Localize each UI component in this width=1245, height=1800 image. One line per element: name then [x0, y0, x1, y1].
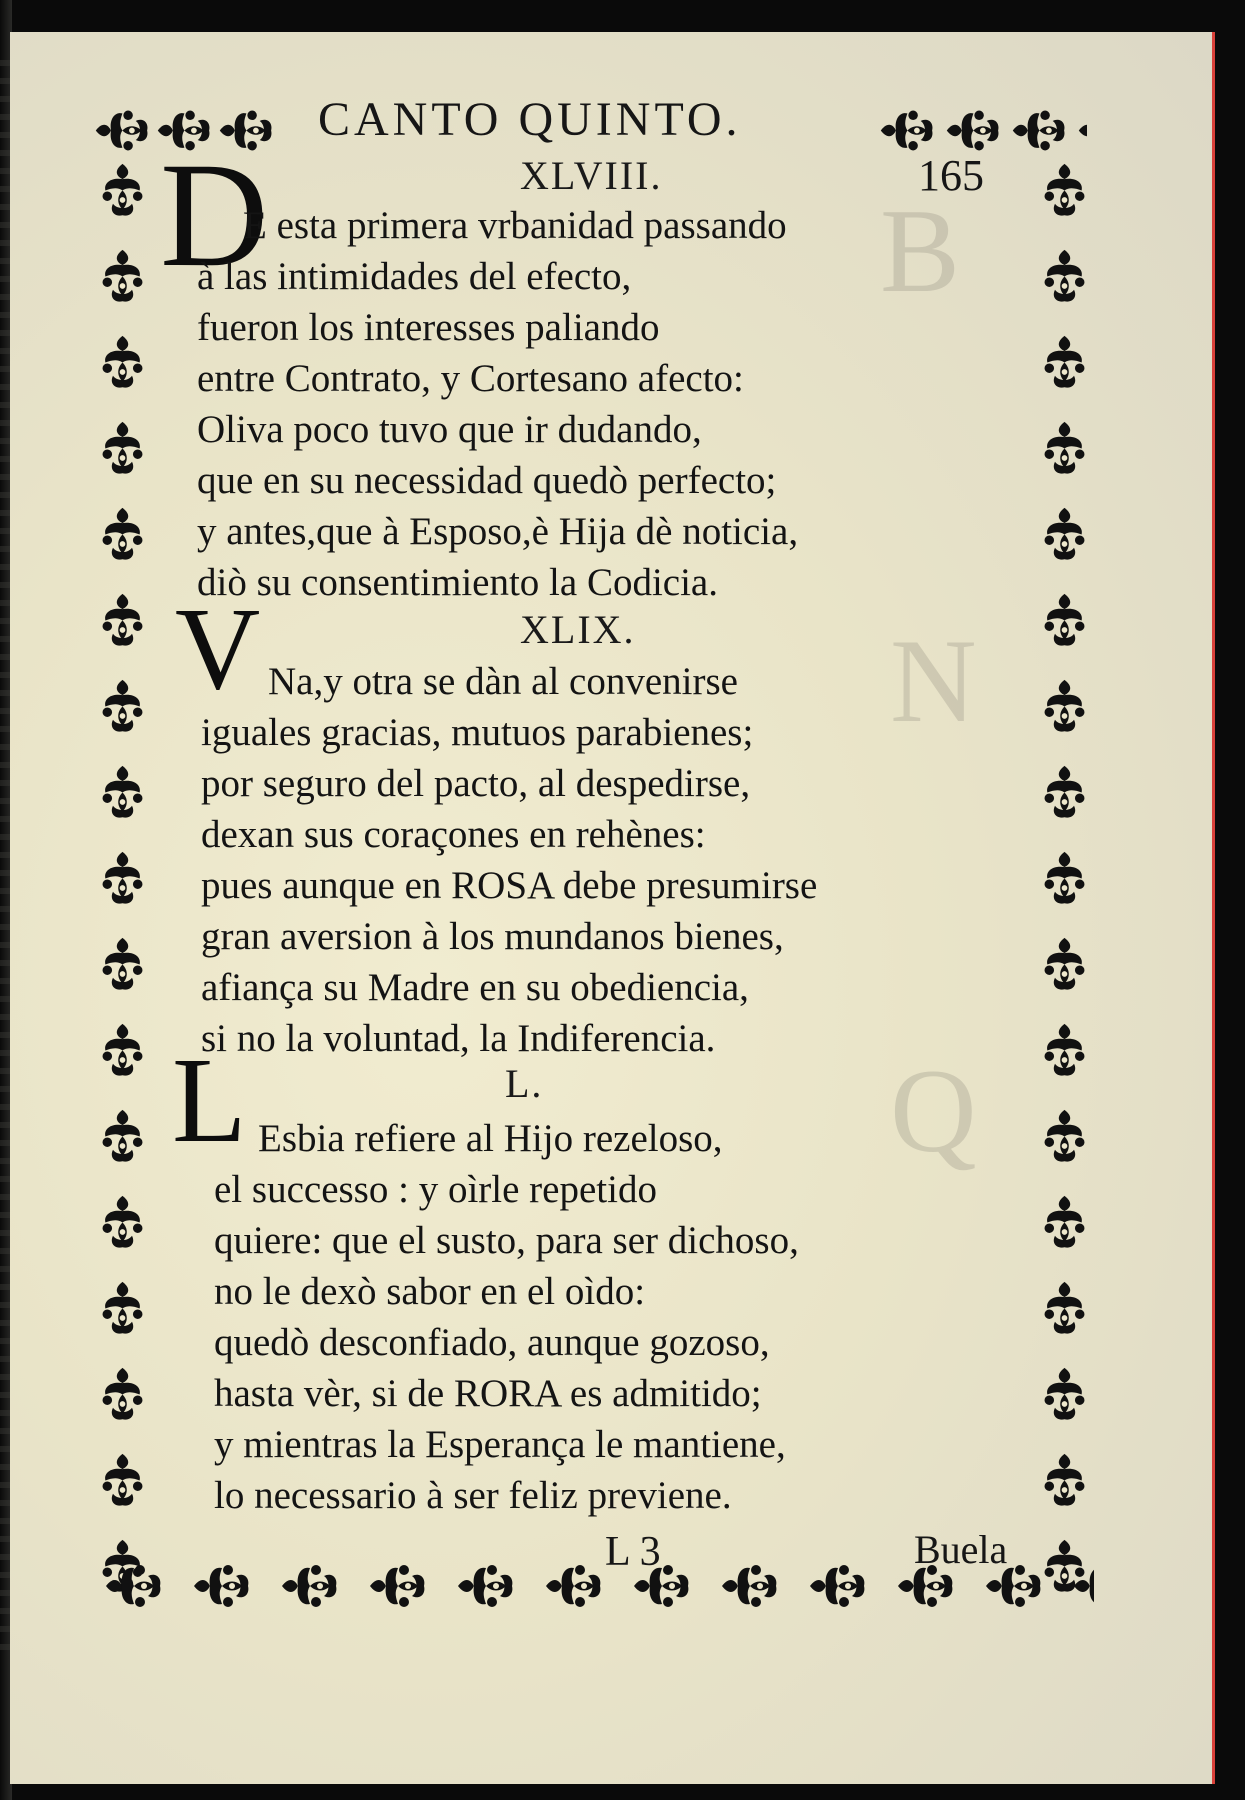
verse-line: y mientras la Esperança le mantiene,: [214, 1423, 786, 1466]
signature-mark: L 3: [605, 1529, 661, 1575]
drop-capital: L: [172, 1033, 247, 1168]
fleuron-ornament: [103, 508, 143, 560]
fleuron-ornament: [722, 1565, 776, 1607]
verse-line: hasta vèr, si de RORA es admitido;: [214, 1372, 762, 1415]
show-through-letter: N: [890, 614, 977, 747]
fleuron-ornament: [947, 111, 999, 151]
fleuron-ornament: [1045, 1454, 1085, 1506]
verse-line: quedò desconfiado, aunque gozoso,: [214, 1321, 770, 1364]
stanza-verses: [268, 656, 738, 707]
fleuron-ornament: [103, 164, 143, 216]
fleuron-ornament: [881, 111, 933, 151]
fleuron-ornament: [103, 852, 143, 904]
fleuron-ornament: [103, 1110, 143, 1162]
fleuron-ornament: [194, 1565, 248, 1607]
fleuron-ornament: [103, 594, 143, 646]
verse-line: lo necessario à ser feliz previene.: [214, 1474, 732, 1517]
fleuron-ornament: [1074, 1565, 1094, 1607]
verse-line: dexan sus coraçones en rehènes:: [201, 813, 706, 856]
fleuron-ornament: [1045, 336, 1085, 388]
verse-line: Esbia refiere al Hijo rezeloso,: [258, 1117, 723, 1160]
fleuron-ornament: [1079, 111, 1087, 151]
fleuron-ornament: [1045, 1196, 1085, 1248]
stanza-verses: [197, 251, 798, 608]
verse-line: entre Contrato, y Cortesano afecto:: [197, 357, 744, 400]
left-fleuron-border: [92, 102, 152, 1622]
fleuron-ornament: [103, 250, 143, 302]
verse-line: pues aunque en ROSA debe presumirse: [201, 864, 818, 907]
verse-line: no le dexò sabor en el oìdo:: [214, 1270, 646, 1313]
fleuron-ornament: [282, 1565, 336, 1607]
fleuron-ornament: [1045, 1024, 1085, 1076]
verse-line: si no la voluntad, la Indiferencia.: [201, 1017, 716, 1060]
fleuron-ornament: [1045, 766, 1085, 818]
verse-line: y antes,que à Esposo,è Hija dè noticia,: [197, 510, 799, 553]
fleuron-ornament: [1045, 508, 1085, 560]
fleuron-ornament: [1045, 680, 1085, 732]
verse-line: quiere: que el susto, para ser dichoso,: [214, 1219, 799, 1262]
stanza-verses: [243, 200, 787, 251]
fleuron-ornament: [1045, 250, 1085, 302]
verse-line: à las intimidades del efecto,: [197, 255, 632, 298]
drop-capital: D: [160, 132, 269, 298]
fleuron-ornament: [810, 1565, 864, 1607]
fleuron-ornament: [103, 336, 143, 388]
fleuron-ornament: [103, 1282, 143, 1334]
show-through-letter: Q: [890, 1044, 977, 1177]
stanza-verses: [201, 707, 817, 1064]
fleuron-ornament: [1045, 422, 1085, 474]
fleuron-ornament: [1045, 1110, 1085, 1162]
stanza-verses: [258, 1113, 723, 1164]
verse-line: Na,y otra se dàn al convenirse: [268, 660, 738, 703]
verse-line: que en su necessidad quedò perfecto;: [197, 459, 777, 502]
verse-line: E esta primera vrbanidad passando: [243, 204, 787, 247]
show-through-letter: B: [880, 184, 961, 317]
fleuron-ornament: [1045, 1368, 1085, 1420]
fleuron-ornament: [1045, 1282, 1085, 1334]
stanza-number: XLVIII.: [520, 153, 663, 198]
fleuron-ornament: [458, 1565, 512, 1607]
fleuron-ornament: [103, 938, 143, 990]
verse-line: el successo : y oìrle repetido: [214, 1168, 657, 1211]
fleuron-ornament: [103, 422, 143, 474]
fleuron-ornament: [103, 1368, 143, 1420]
verse-line: fueron los interesses paliando: [197, 306, 660, 349]
fleuron-ornament: [103, 680, 143, 732]
running-title: CANTO QUINTO.: [318, 93, 742, 146]
fleuron-ornament: [103, 1024, 143, 1076]
right-fleuron-border: [1034, 102, 1094, 1622]
fleuron-ornament: [1045, 594, 1085, 646]
stanza-number: L.: [505, 1061, 544, 1106]
page-number: 165: [918, 151, 984, 200]
fleuron-ornament: [103, 766, 143, 818]
fleuron-ornament: [103, 1196, 143, 1248]
stanza-number: XLIX.: [520, 607, 636, 652]
drop-capital: V: [175, 583, 261, 714]
fleuron-ornament: [1045, 164, 1085, 216]
fleuron-ornament: [106, 1565, 160, 1607]
fleuron-ornament: [546, 1565, 600, 1607]
fleuron-ornament: [96, 111, 148, 151]
fleuron-ornament: [1045, 938, 1085, 990]
verse-line: por seguro del pacto, al despedirse,: [201, 762, 751, 805]
verse-line: gran aversion à los mundanos bienes,: [201, 915, 784, 958]
fleuron-ornament: [1045, 852, 1085, 904]
fleuron-ornament: [370, 1565, 424, 1607]
fleuron-ornament: [103, 1454, 143, 1506]
catchword: Buela: [914, 1527, 1008, 1572]
verse-line: diò su consentimiento la Codicia.: [197, 561, 718, 604]
verse-line: Oliva poco tuvo que ir dudando,: [197, 408, 702, 451]
verse-line: iguales gracias, mutuos parabienes;: [201, 711, 754, 754]
stanza-verses: [214, 1164, 799, 1521]
verse-line: afiança su Madre en su obediencia,: [201, 966, 749, 1009]
fleuron-ornament: [1013, 111, 1065, 151]
